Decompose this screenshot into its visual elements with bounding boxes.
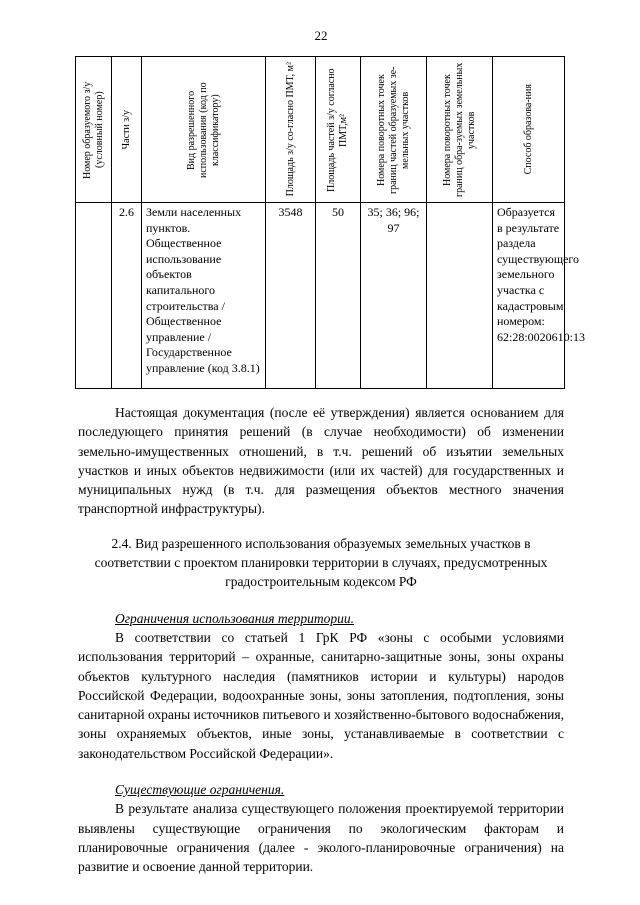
col-header-formation-method-label: Способ образова-ния [522, 84, 534, 175]
col-header-turning-points-plots [427, 57, 493, 203]
table-row [76, 203, 565, 389]
section-heading-2-4: 2.4. Вид разрешенного использования образуемых земельных участков в соответствии с проектом планировки территории в случаях, предусмотренных градостроительным кодексом РФ [94, 535, 548, 590]
col-header-turning-points-parts-label: Номера поворотных точек границ частей образуемых зе-мельных участков [375, 65, 411, 194]
cell-turning-points-plots [427, 203, 493, 389]
col-header-plot-parts [112, 57, 142, 203]
col-header-permitted-use-label: Вид разрешенного использования (код по классификатору) [185, 81, 221, 178]
subheading-usage-restrictions: Ограничения использования территории. [115, 610, 354, 626]
cell-formation-method: Образуется в результате раздела существующего земельного участка с кадастровым номером: 62:28:0020610:13 [493, 203, 565, 389]
cell-plot-area: 3548 [266, 203, 316, 389]
cell-plot-number [76, 203, 112, 389]
page-number: 22 [314, 28, 328, 43]
subheading-existing-restrictions: Существующие ограничения. [115, 782, 285, 798]
table-header-row [76, 57, 565, 203]
body-text [78, 403, 564, 877]
cell-plot-part: 2.6 [112, 203, 142, 389]
paragraph-grk-zones: В соответствии со статьей 1 ГрК РФ «зоны с особыми условиями использования территорий – охранные, санитарно-защитные зоны, зоны охраны объектов культурного наследия (памятников истории и культуры) народов Российской Федерации, водоохранные зоны, зоны затопления, подтопления, зоны санитарной охраны источников питьевого и хозяйственно-бытового водоснабжения, зоны охраняемых объектов, иные зоны, устанавливаемые в соответствии с законодательством Российской Федерации». [78, 629, 564, 761]
col-header-parts-area [316, 57, 361, 203]
paragraph-documentation-basis: Настоящая документация (после её утверждения) является основанием для последующего принятия решений (в случае необходимости) об изменении земельно-имущественных отношений, в т.ч. решений об изъятии земельных участков и иных объектов недвижимости (или их частей) для государственных и муниципальных нужд (в т.ч. для размещения объектов местного значения транспортной инфраструктуры). [78, 405, 564, 517]
paragraph-existing-analysis: В результате анализа существующего положения проектируемой территории выявлены существующие ограничения по экологическим факторам и планировочные ограничения (далее - эколого-планировочные ограничения) на развитие и освоение данной территории. [78, 801, 564, 875]
col-header-turning-points-parts [361, 57, 427, 203]
land-plots-table [75, 56, 586, 389]
col-header-plot-number [76, 57, 112, 203]
col-header-plot-number-label: Номер образуемого з/у (условный номер) [81, 80, 105, 179]
col-header-plot-area [266, 57, 316, 203]
col-header-plot-parts-label: Части з/у [120, 109, 132, 150]
cell-permitted-use: Земли населенных пунктов. Общественное использование объектов капитального строительства / Общественное управление / Государственное управление (код 3.8.1) [142, 203, 266, 389]
cell-turning-points-parts: 35; 36; 96; 97 [361, 203, 427, 389]
col-header-permitted-use [142, 57, 266, 203]
col-header-turning-points-plots-label: Номера поворотных точек границ обра-зуемых земельных участков [441, 62, 477, 197]
cell-parts-area: 50 [316, 203, 361, 389]
col-header-parts-area-label: Площадь частей з/у согласно ПМТ,м² [326, 67, 349, 192]
col-header-formation-method [493, 57, 565, 203]
col-header-plot-area-label: Площадь з/у со-гласно ПМТ, м² [284, 62, 296, 197]
